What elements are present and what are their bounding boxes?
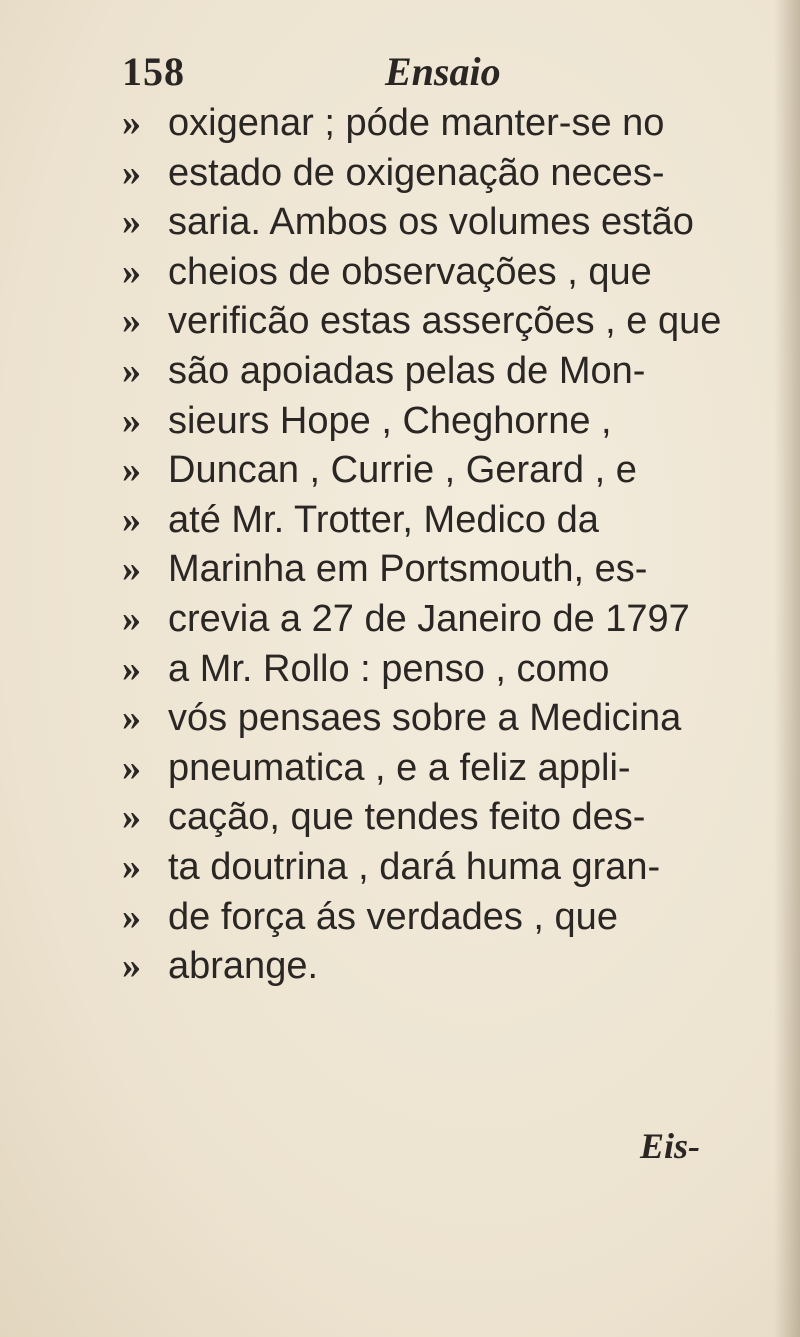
quote-mark: » — [122, 300, 141, 343]
text-line — [0, 842, 800, 892]
line-text: saria. Ambos os volumes estão — [168, 201, 694, 244]
catchword: Eis- — [640, 1126, 701, 1166]
line-text: Marinha em Portsmouth, es- — [168, 548, 648, 591]
text-line — [0, 743, 800, 793]
quote-mark: » — [122, 945, 141, 988]
quote-mark: » — [122, 250, 141, 293]
line-text: crevia a 27 de Janeiro de 1797 — [168, 597, 690, 640]
text-line — [0, 197, 800, 247]
text-line — [0, 296, 800, 346]
line-text: sieurs Hope , Cheghorne , — [168, 399, 612, 442]
quote-mark: » — [122, 647, 141, 690]
line-text: abrange. — [168, 945, 319, 988]
line-text: vós pensaes sobre a Medicina — [168, 697, 682, 740]
quote-mark: » — [122, 151, 141, 194]
line-text: verificão estas asserções , e que — [168, 300, 722, 343]
text-line — [0, 247, 800, 297]
quote-mark: » — [122, 845, 141, 888]
line-text: até Mr. Trotter, Medico da — [168, 498, 599, 541]
text-line — [0, 544, 800, 594]
line-text: ta doutrina , dará huma gran- — [168, 845, 661, 888]
text-line — [0, 98, 800, 148]
line-text: Duncan , Currie , Gerard , e — [168, 449, 637, 492]
line-text: são apoiadas pelas de Mon- — [168, 349, 646, 392]
text-line — [0, 792, 800, 842]
text-line — [0, 148, 800, 198]
quote-mark: » — [122, 746, 141, 789]
quote-mark: » — [122, 697, 141, 740]
quote-mark: » — [122, 449, 141, 492]
quote-mark: » — [122, 399, 141, 442]
text-line — [0, 644, 800, 694]
quote-mark: » — [122, 349, 141, 392]
running-head: Ensaio — [385, 49, 501, 94]
line-text: cheios de observações , que — [168, 250, 652, 293]
line-text: estado de oxigenação neces- — [168, 151, 665, 194]
quote-mark: » — [122, 102, 141, 144]
quote-mark: » — [122, 597, 141, 640]
line-text: de força ás verdades , que — [168, 895, 618, 938]
line-text: cação, que tendes feito des- — [168, 796, 646, 839]
quote-mark: » — [122, 895, 141, 938]
text-line — [0, 396, 800, 446]
page-number: 158 — [122, 49, 185, 94]
line-text: pneumatica , e a feliz appli- — [168, 746, 631, 789]
text-line — [0, 941, 800, 991]
quote-mark: » — [122, 796, 141, 839]
quote-mark: » — [122, 548, 141, 591]
text-line — [0, 495, 800, 545]
text-line — [0, 594, 800, 644]
text-line — [0, 445, 800, 495]
quoted-text-block — [0, 98, 800, 991]
quote-mark: » — [122, 201, 141, 244]
text-line — [0, 892, 800, 942]
text-line — [0, 346, 800, 396]
line-text: a Mr. Rollo : penso , como — [168, 647, 610, 690]
line-text: oxigenar ; póde manter-se no — [168, 102, 665, 144]
quote-mark: » — [122, 498, 141, 541]
text-line — [0, 693, 800, 743]
